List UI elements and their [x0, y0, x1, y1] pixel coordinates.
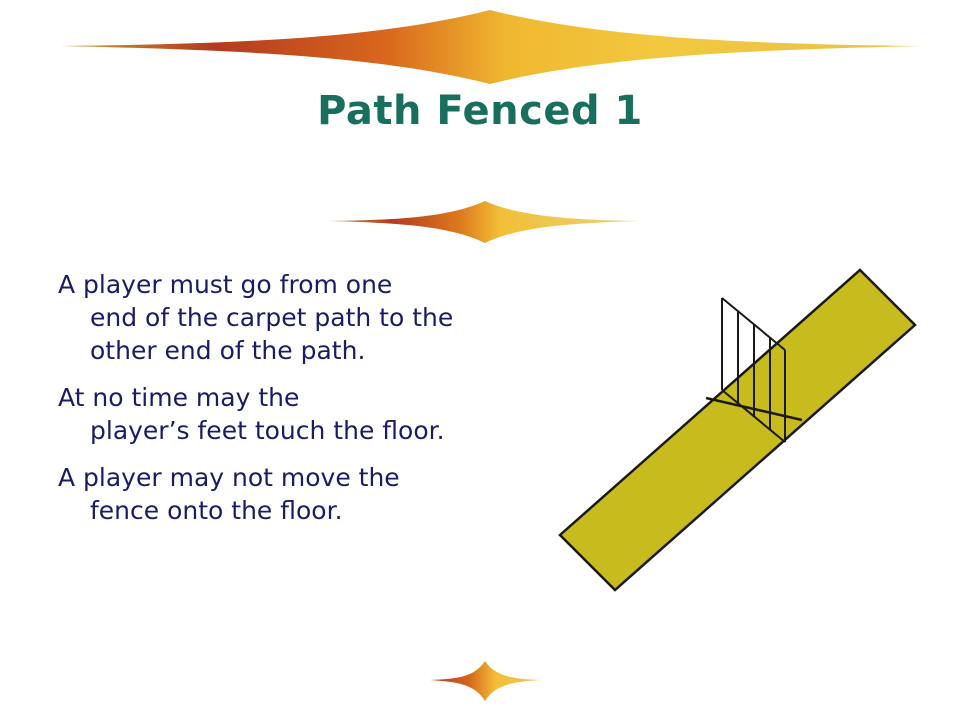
- paragraph-2: [58, 381, 478, 447]
- paragraph-1-rest: end of the carpet path to the other end of the path.: [90, 303, 454, 365]
- paragraph-1: [58, 268, 478, 367]
- top-diamond-ornament: [60, 8, 920, 88]
- bottom-diamond-ornament: [430, 660, 540, 702]
- paragraph-3-line-1: A player may not move the: [58, 463, 400, 492]
- paragraph-3-rest: fence onto the floor.: [90, 496, 343, 525]
- body-text: [58, 268, 478, 541]
- paragraph-3: [58, 461, 478, 527]
- carpet-path-with-fence-illustration: [540, 250, 940, 650]
- paragraph-2-rest: player’s feet touch the floor.: [90, 416, 445, 445]
- middle-diamond-ornament: [330, 200, 640, 244]
- page-title: Path Fenced 1: [317, 88, 643, 134]
- paragraph-1-line-1: A player must go from one: [58, 270, 393, 299]
- paragraph-2-line-1: At no time may the: [58, 383, 300, 412]
